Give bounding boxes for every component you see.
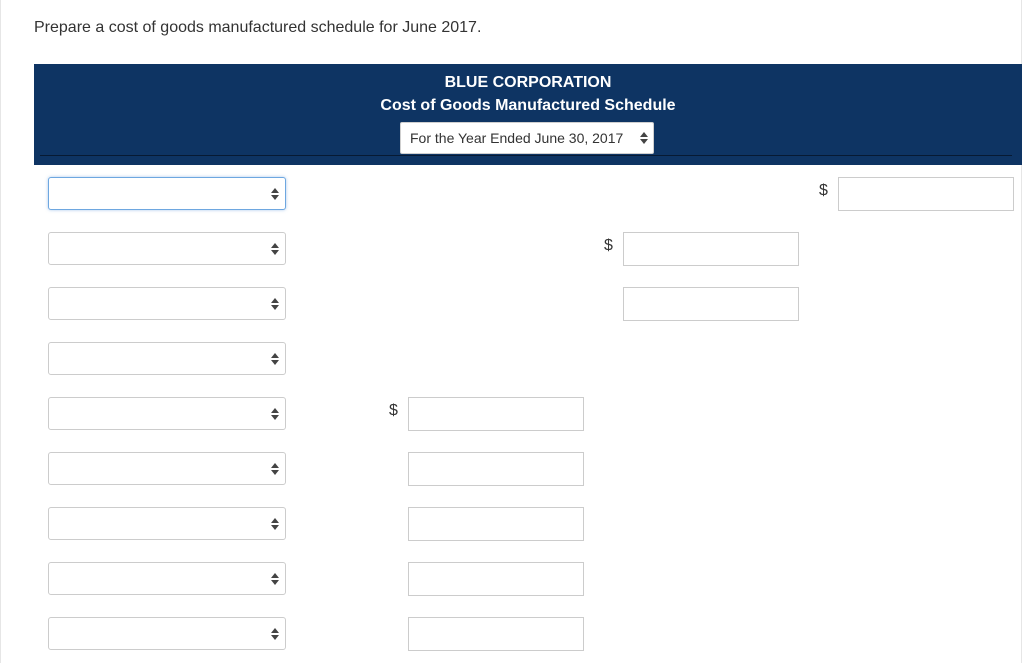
dollar-sign: $: [604, 237, 613, 254]
row-8-amount-col1[interactable]: [408, 562, 584, 596]
row-8-label-select[interactable]: [48, 562, 286, 595]
header-divider: [40, 155, 1012, 156]
select-arrows-icon: [271, 353, 279, 365]
row-4-label-select[interactable]: [48, 342, 286, 375]
row-5-label-select[interactable]: [48, 397, 286, 430]
row-7-amount-col1[interactable]: [408, 507, 584, 541]
schedule-header: [34, 64, 1022, 165]
select-arrows-icon: [271, 298, 279, 310]
row-1-amount-col3[interactable]: [838, 177, 1014, 211]
period-select[interactable]: [400, 122, 654, 154]
period-select-value: For the Year Ended June 30, 2017: [410, 130, 624, 146]
row-6-amount-col1[interactable]: [408, 452, 584, 486]
dollar-sign: $: [819, 182, 828, 199]
select-arrows-icon: [271, 188, 279, 200]
schedule-title: Cost of Goods Manufactured Schedule: [380, 97, 676, 114]
row-3-label-select[interactable]: [48, 287, 286, 320]
select-arrows-icon: [271, 463, 279, 475]
select-arrows-icon: [271, 518, 279, 530]
select-arrows-icon: [271, 628, 279, 640]
row-2-amount-col2[interactable]: [623, 232, 799, 266]
dollar-sign: $: [389, 402, 398, 419]
select-arrows-icon: [271, 573, 279, 585]
select-arrows-icon: [271, 408, 279, 420]
select-arrows-icon: [640, 132, 648, 144]
row-5-amount-col1[interactable]: [408, 397, 584, 431]
row-9-amount-col1[interactable]: [408, 617, 584, 651]
row-6-label-select[interactable]: [48, 452, 286, 485]
company-name: BLUE CORPORATION: [444, 74, 612, 91]
row-1-label-select[interactable]: [48, 177, 286, 210]
row-9-label-select[interactable]: [48, 617, 286, 650]
row-2-label-select[interactable]: [48, 232, 286, 265]
row-7-label-select[interactable]: [48, 507, 286, 540]
row-3-amount-col2[interactable]: [623, 287, 799, 321]
instruction-text: Prepare a cost of goods manufactured schedule for June 2017.: [34, 19, 482, 36]
select-arrows-icon: [271, 243, 279, 255]
